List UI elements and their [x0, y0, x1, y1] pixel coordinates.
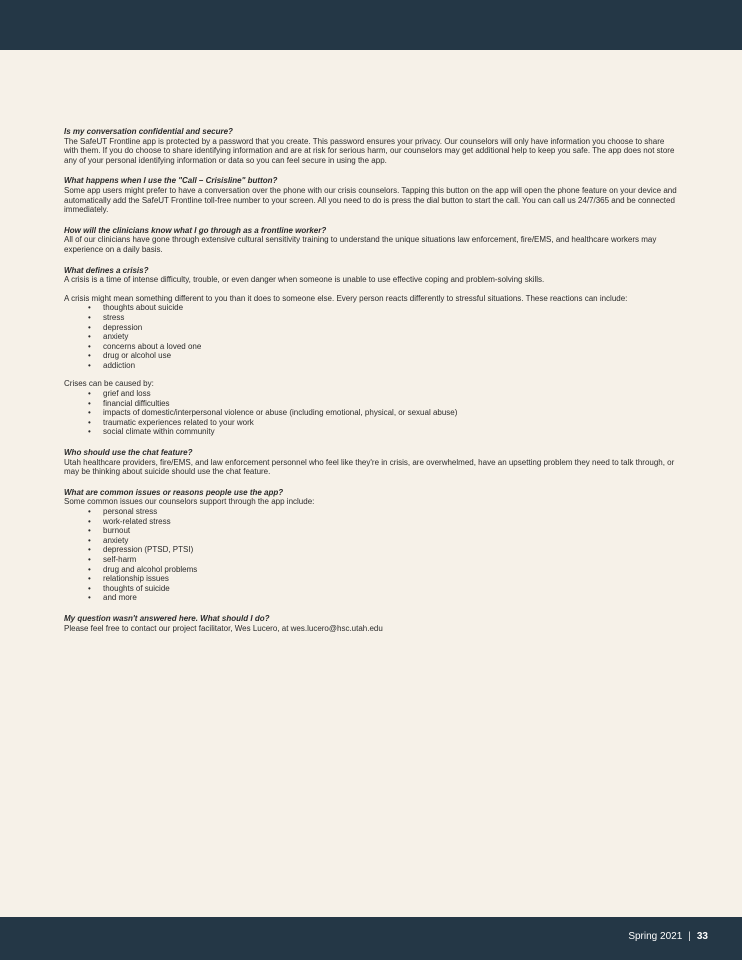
faq-content [64, 127, 678, 644]
faq-answer: A crisis is a time of intense difficulty, trouble, or even danger when someone is unable to use effective coping and problem-solving skills. [64, 275, 545, 285]
faq-question: Who should use the chat feature? [64, 448, 193, 458]
list-item: • depression (PTSD, PTSI) [88, 545, 678, 555]
list-item: • anxiety [88, 536, 678, 546]
faq-question: What defines a crisis? [64, 265, 149, 275]
list-item: • anxiety [88, 332, 678, 342]
faq-common-issues [64, 488, 678, 603]
faq-answer: The SafeUT Frontline app is protected by a password that you create. This password ensures your privacy. Our counselors will only have information you choose to share with them. If you do choose to share identifying information and are at risk for serious harm, our counselors may get additional help to keep you safe. The app does not store any of your personal identifying information or data so you can feel secure in using the app. [64, 136, 675, 165]
list-item: • addiction [88, 361, 678, 371]
faq-question: Is my conversation confidential and secure? [64, 127, 233, 136]
list-item: • financial difficulties [88, 399, 678, 409]
footer-separator: | [688, 931, 691, 942]
list-item: • and more [88, 593, 678, 603]
faq-chat-feature [64, 448, 678, 477]
faq-answer: Some app users might prefer to have a conversation over the phone with our crisis counselors. Tapping this button on the app will open the phone feature on your device and automatically add the SafeUT Frontline toll-free number to your screen. All you need to do is press the dial button to start the call. You can call us 24/7/365 and be connected immediately. [64, 185, 677, 215]
list-item: • impacts of domestic/interpersonal violence or abuse (including emotional, physical, or sexual abuse) [88, 408, 678, 418]
list-item: • relationship issues [88, 574, 678, 584]
footer-season: Spring 2021 [628, 931, 683, 942]
faq-clinicians [64, 226, 678, 255]
list-item: • traumatic experiences related to your work [88, 418, 678, 428]
faq-answer: A crisis might mean something different to you than it does to someone else. Every person reacts differently to stressful situations. These reactions can include: [64, 293, 628, 303]
faq-question: What happens when I use the "Call – Crisisline" button? [64, 176, 278, 186]
faq-crisis-definition [64, 266, 678, 438]
issues-list [64, 507, 678, 603]
list-item: • burnout [88, 526, 678, 536]
faq-answer: Utah healthcare providers, fire/EMS, and law enforcement personnel who feel like they're in crisis, are overwhelmed, have an upsetting problem they need to talk through, or may be thinking about suicide should use the chat feature. [64, 457, 675, 477]
page-number: 33 [696, 931, 708, 942]
faq-unanswered [64, 614, 678, 633]
list-item: • self-harm [88, 555, 678, 565]
faq-answer: Please feel free to contact our project facilitator, Wes Lucero, at wes.lucero@hsc.utah.edu [64, 623, 383, 633]
faq-call-button [64, 176, 678, 214]
footer-banner [0, 917, 742, 960]
list-item: • personal stress [88, 507, 678, 517]
faq-confidential [64, 127, 678, 165]
list-item: • work-related stress [88, 517, 678, 527]
list-item: • thoughts of suicide [88, 584, 678, 594]
list-item: • stress [88, 313, 678, 323]
list-item: • drug and alcohol problems [88, 565, 678, 575]
faq-question: My question wasn't answered here. What should I do? [64, 613, 270, 623]
faq-answer: Some common issues our counselors support through the app include: [64, 497, 315, 507]
footer-text [628, 931, 708, 942]
faq-answer: Crises can be caused by: [64, 379, 154, 389]
faq-question: What are common issues or reasons people use the app? [64, 487, 284, 497]
list-item: • drug or alcohol use [88, 351, 678, 361]
faq-question: How will the clinicians know what I go through as a frontline worker? [64, 225, 327, 235]
list-item: • social climate within community [88, 427, 678, 437]
list-item: • concerns about a loved one [88, 342, 678, 352]
faq-answer: All of our clinicians have gone through extensive cultural sensitivity training to understand the unique situations law enforcement, fire/EMS, and healthcare workers may experience on a daily basis. [64, 235, 657, 254]
causes-list [64, 389, 678, 437]
list-item: • depression [88, 323, 678, 333]
list-item: • grief and loss [88, 389, 678, 399]
top-banner [0, 0, 742, 50]
reactions-list [64, 303, 678, 370]
list-item: • thoughts about suicide [88, 303, 678, 313]
